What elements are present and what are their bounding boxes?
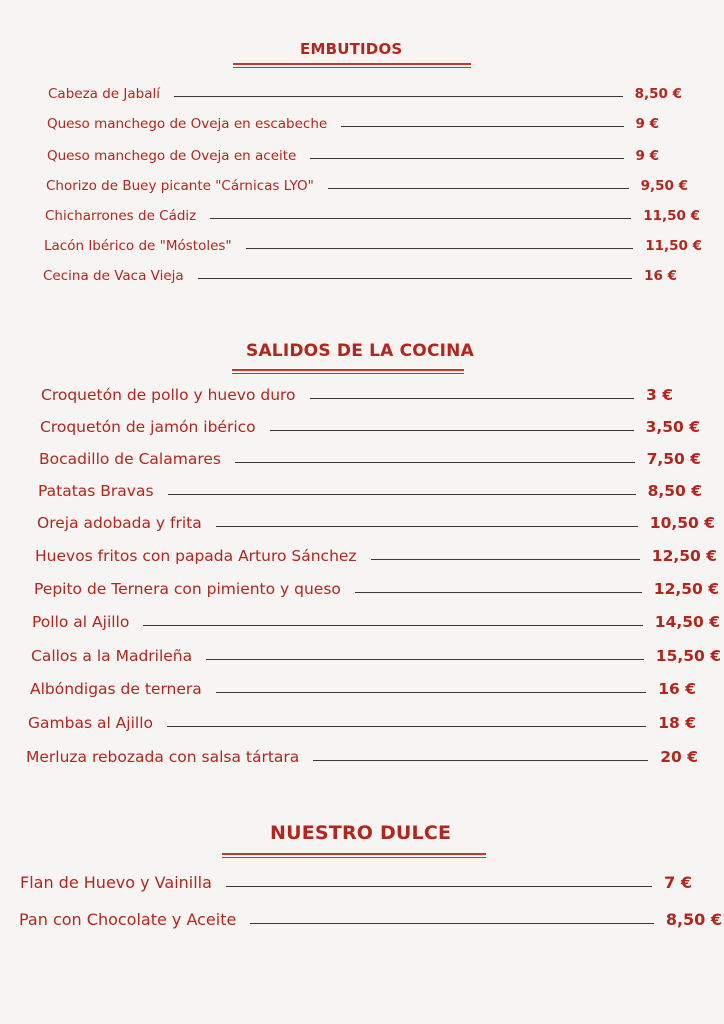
dotted-leader [310,398,634,399]
item-name: Pan con Chocolate y Aceite [19,910,237,929]
menu-item [43,268,677,284]
menu-item [41,386,673,404]
section-title: EMBUTIDOS [300,40,403,58]
item-price: 18 € [658,714,696,732]
item-name: Lacón Ibérico de "Móstoles" [44,238,232,254]
dotted-leader [328,188,629,189]
item-price: 7,50 € [646,450,701,468]
dotted-leader [143,625,642,626]
item-name: Albóndigas de ternera [30,680,202,698]
dotted-leader [371,559,640,560]
dotted-leader [246,248,634,249]
item-name: Croquetón de pollo y huevo duro [41,386,296,404]
item-name: Merluza rebozada con salsa tártara [26,748,300,766]
dotted-leader [210,218,631,219]
item-price: 11,50 € [645,238,702,254]
item-name: Chorizo de Buey picante "Cárnicas LYO" [46,178,314,194]
item-name: Callos a la Madrileña [31,647,193,665]
dotted-leader [198,278,632,279]
menu-item [47,116,659,132]
title-underline [222,853,486,858]
item-price: 12,50 € [653,580,719,598]
item-price: 14,50 € [654,613,720,631]
menu-item [37,514,715,532]
item-name: Pollo al Ajillo [32,613,130,631]
item-price: 8,50 € [665,910,722,929]
menu-item [47,148,659,164]
item-price: 9,50 € [640,178,688,194]
menu-item [34,580,719,598]
item-price: 15,50 € [655,647,721,665]
item-price: 8,50 € [647,482,702,500]
menu-item [32,613,720,631]
item-price: 10,50 € [649,514,715,532]
dotted-leader [174,96,623,97]
item-price: 16 € [644,268,677,284]
menu-item [39,450,701,468]
dotted-leader [310,158,623,159]
dotted-leader [167,726,646,727]
item-name: Queso manchego de Oveja en escabeche [47,116,328,132]
item-name: Cecina de Vaca Vieja [43,268,184,284]
item-price: 7 € [664,873,692,892]
item-name: Queso manchego de Oveja en aceite [47,148,297,164]
dotted-leader [216,526,638,527]
section-title: NUESTRO DULCE [270,822,452,844]
menu-item [19,910,722,929]
dotted-leader [355,592,642,593]
dotted-leader [216,692,646,693]
menu-item [35,547,717,565]
dotted-leader [235,462,635,463]
title-underline [232,369,464,374]
item-name: Gambas al Ajillo [28,714,153,732]
title-underline [233,63,471,68]
item-name: Chicharrones de Cádiz [45,208,197,224]
menu-item [26,748,698,766]
item-name: Oreja adobada y frita [37,514,202,532]
item-name: Patatas Bravas [38,482,154,500]
item-name: Flan de Huevo y Vainilla [20,873,212,892]
item-name: Bocadillo de Calamares [39,450,221,468]
item-name: Pepito de Ternera con pimiento y queso [34,580,341,598]
menu-item [28,714,696,732]
menu-item [40,418,700,436]
menu-item [45,208,700,224]
item-name: Croquetón de jamón ibérico [40,418,256,436]
menu-item [44,238,702,254]
item-price: 3 € [646,386,673,404]
item-price: 9 € [635,148,659,164]
item-name: Huevos fritos con papada Arturo Sánchez [35,547,357,565]
dotted-leader [226,886,652,887]
section-title: SALIDOS DE LA COCINA [246,341,474,361]
item-price: 11,50 € [643,208,700,224]
item-price: 16 € [658,680,696,698]
menu-item [30,680,696,698]
dotted-leader [341,126,623,127]
item-price: 3,50 € [645,418,700,436]
item-name: Cabeza de Jabalí [48,86,160,102]
menu-item [38,482,702,500]
item-price: 20 € [660,748,698,766]
dotted-leader [250,923,653,924]
item-price: 9 € [635,116,659,132]
item-price: 12,50 € [651,547,717,565]
dotted-leader [206,659,644,660]
menu-item [48,86,682,102]
menu-item [20,873,692,892]
dotted-leader [313,760,648,761]
dotted-leader [270,430,634,431]
menu-item [46,178,688,194]
item-price: 8,50 € [634,86,682,102]
menu-item [31,647,721,665]
dotted-leader [168,494,636,495]
